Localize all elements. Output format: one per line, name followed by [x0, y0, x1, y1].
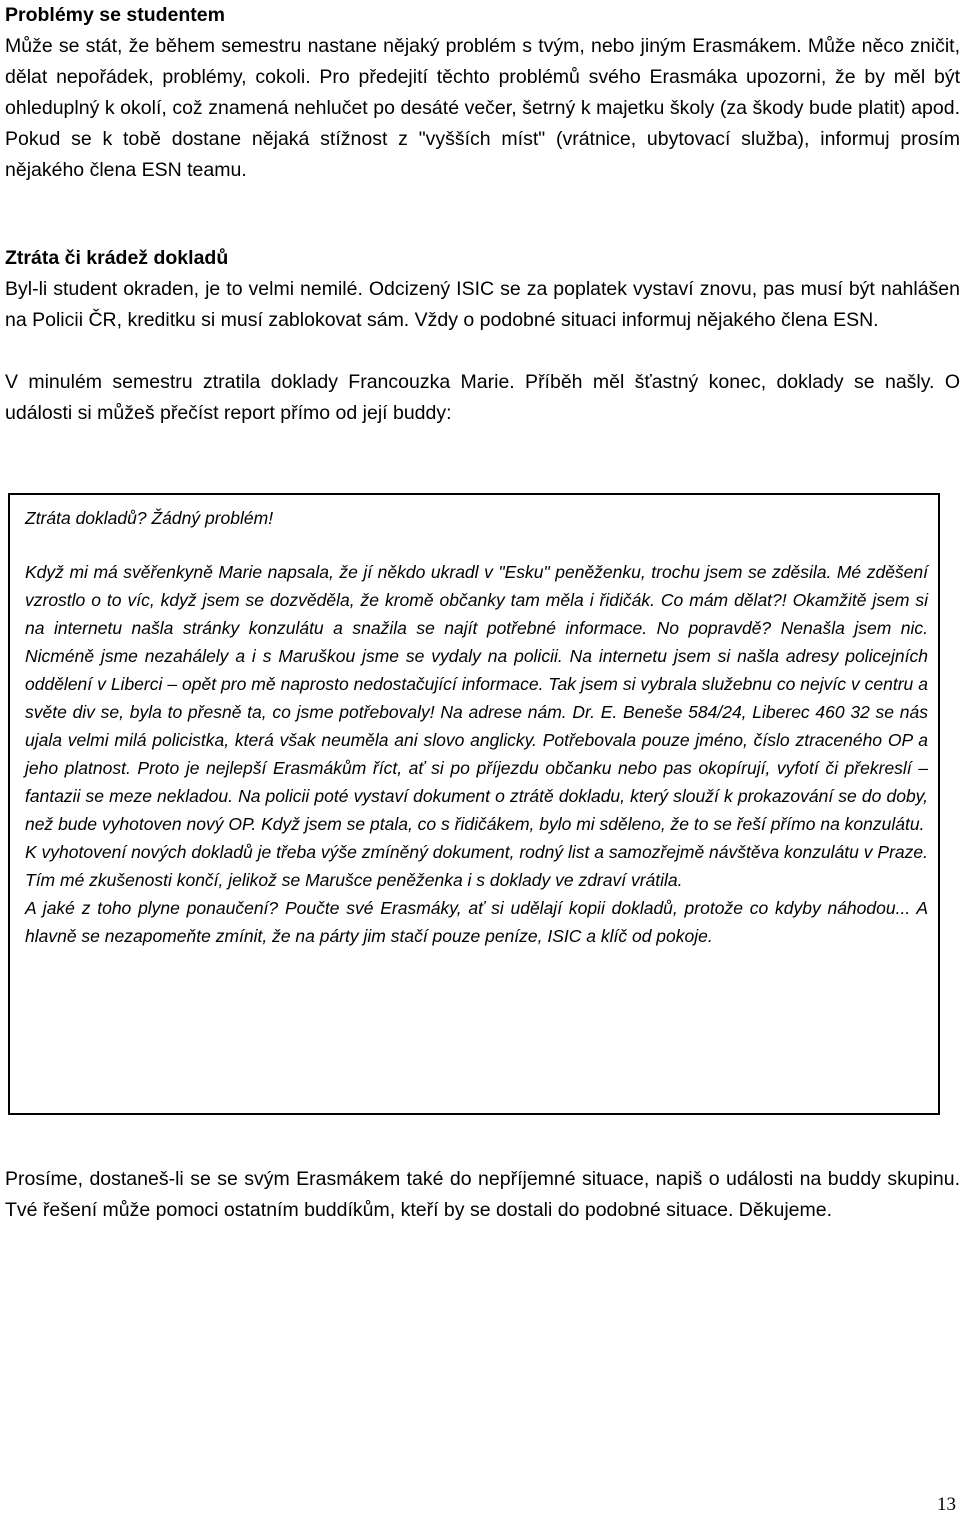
report-paragraph: K vyhotovení nových dokladů je třeba výše zmíněný dokument, rodný list a samozřejmě návštěva konzulátu v Praze. Tím mé zkušenosti končí, jelikož se Marušce peněženka i s doklady ve zdraví vrátila. — [25, 842, 928, 890]
closing-paragraph: Prosíme, dostaneš-li se se svým Erasmákem také do nepříjemné situace, napiš o události na buddy skupinu. Tvé řešení může pomoci ostatním buddíkům, kteří by se dostali do podobné situace. Děkujeme. — [5, 1168, 960, 1221]
student-problems-paragraph: Může se stát, že během semestru nastane nějaký problém s tvým, nebo jiným Erasmákem. Může něco zničit, dělat nepořádek, problémy, cokoli. Pro předejití těchto problémů svého Erasmáka upozorni, že by měl být ohleduplný k okolí, což znamená nehlučet po desáté večer, šetrný k majetku školy (za škody bude platit) apod. Pokud se k tobě dostane nějaká stížnost z "vyšších míst" (vrátnice, ubytovací služba), informuj prosím nějakého člena ESN teamu. — [5, 35, 960, 181]
report-paragraph: A jaké z toho plyne ponaučení? Poučte své Erasmáky, ať si udělají kopii dokladů, protože co kdyby náhodou... A hlavně se nezapomeňte zmínit, že na párty jim stačí pouze peníze, ISIC a klíč od pokoje. — [25, 898, 928, 946]
section-heading-document-loss: Ztráta či krádež dokladů — [5, 247, 229, 269]
document-loss-paragraph: Byl-li student okraden, je to velmi nemilé. Odcizený ISIC se za poplatek vystaví znovu, pas musí být nahlášen na Policii ČR, kreditku si musí zablokovat sám. Vždy o podobné situaci informuj nějakého člena ESN. — [5, 278, 960, 331]
section-heading-student-problems: Problémy se studentem — [5, 4, 225, 26]
page-number: 13 — [937, 1494, 956, 1515]
buddy-report-box — [8, 493, 940, 1115]
report-body — [25, 558, 928, 950]
report-paragraph: Když mi má svěřenkyně Marie napsala, že jí někdo ukradl v "Esku" peněženku, trochu jsem se zděsila. Mé zděšení vzrostlo o to víc, když jsem se dozvěděla, že kromě občanky tam měla i řidičák. Co mám dělat?! Okamžitě jsem si na internetu našla stránky konzulátu a snažila se najít potřebné informace. No popravdě? Nenašla jsem nic. Nicméně jsme nezahálely a i s Maruškou jsme se vydaly na policii. Na internetu jsem si našla adresy policejních oddělení v Liberci – opět pro mě naprosto nedostačující informace. Tak jsem si vybrala služebnu co nejvíc v centru a světe div se, byla to přesně ta, co jsme potřebovaly! Na adrese nám. Dr. E. Beneše 584/24, Liberec 460 32 se nás ujala velmi milá policistka, která však neuměla ani slovo anglicky. Potřebovala pouze jméno, číslo ztraceného OP a jeho platnost. Proto je nejlepší Erasmákům říct, ať si po příjezdu občanku nebo pas okopírují, vyfotí či překreslí – fantazii se meze nekladou. Na policii poté vystaví dokument o ztrátě dokladu, který slouží k prokazování se do doby, než bude vyhotoven nový OP. Když jsem se ptala, co s řidičákem, bylo mi sděleno, že to se řeší přímo na konzulátu. — [25, 562, 928, 834]
report-title: Ztráta dokladů? Žádný problém! — [25, 508, 274, 528]
marie-story-intro: V minulém semestru ztratila doklady Francouzka Marie. Příběh měl šťastný konec, doklady se našly. O události si můžeš přečíst report přímo od její buddy: — [5, 371, 960, 424]
